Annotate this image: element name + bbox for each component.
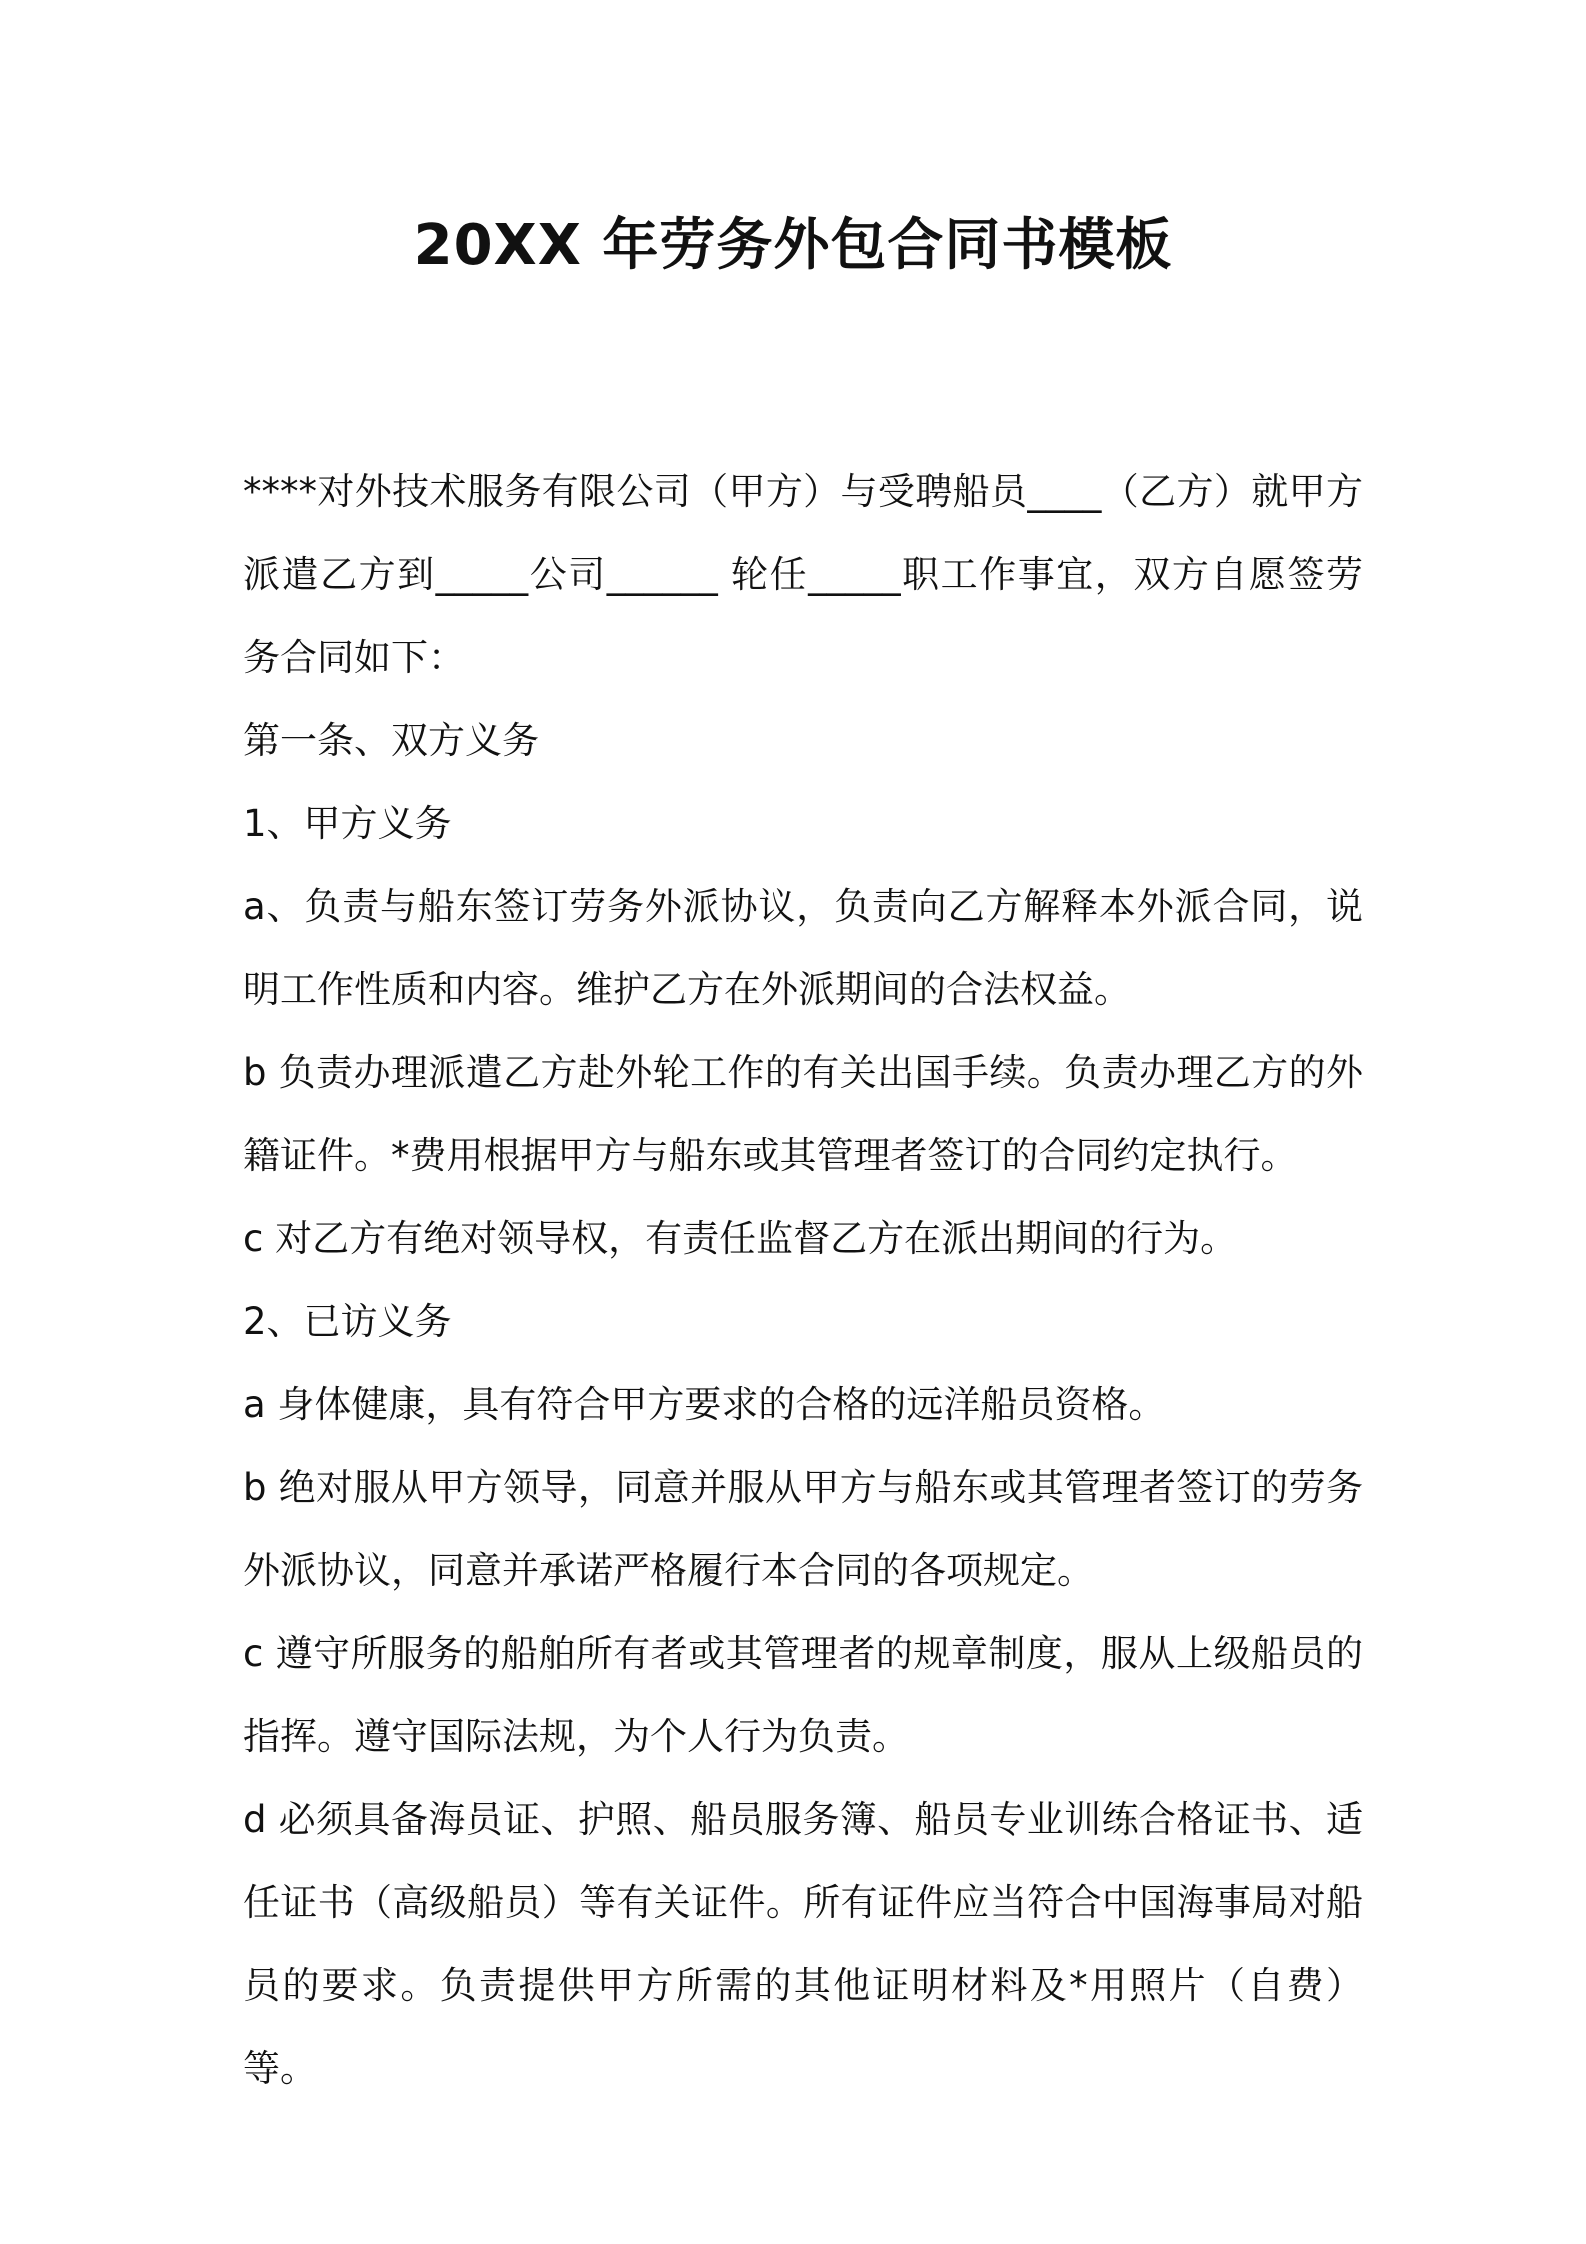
clause-paragraph: a、负责与船东签订劳务外派协议，负责向乙方解释本外派合同，说明工作性质和内容。维护乙方在外派期间的合法权益。 <box>243 885 1363 1011</box>
clause-paragraph: c 遵守所服务的船舶所有者或其管理者的规章制度，服从上级船员的指挥。遵守国际法规，为个人行为负责。 <box>243 1632 1363 1758</box>
document-body <box>243 450 1363 2110</box>
clause-paragraph: a 身体健康，具有符合甲方要求的合格的远洋船员资格。 <box>243 1383 1166 1426</box>
document-title: 20XX 年劳务外包合同书模板 <box>413 213 1173 278</box>
section-heading-party-a: 1、甲方义务 <box>243 802 452 845</box>
clause-paragraph: d 必须具备海员证、护照、船员服务簿、船员专业训练合格证书、适任证书（高级船员）等有关证件。所有证件应当符合中国海事局对船员的要求。负责提供甲方所需的其他证明材料及*用照片（自费）等。 <box>243 1798 1363 2090</box>
section-heading-party-b: 2、已访义务 <box>243 1300 452 1343</box>
intro-paragraph: ****对外技术服务有限公司（甲方）与受聘船员____（乙方）就甲方派遣乙方到_____公司______ 轮任_____职工作事宜，双方自愿签劳务合同如下： <box>243 470 1363 679</box>
clause-paragraph: c 对乙方有绝对领导权，有责任监督乙方在派出期间的行为。 <box>243 1217 1238 1260</box>
article-heading: 第一条、双方义务 <box>243 719 539 762</box>
clause-paragraph: b 绝对服从甲方领导，同意并服从甲方与船东或其管理者签订的劳务外派协议，同意并承诺严格履行本合同的各项规定。 <box>243 1466 1363 1592</box>
clause-paragraph: b 负责办理派遣乙方赴外轮工作的有关出国手续。负责办理乙方的外籍证件。*费用根据甲方与船东或其管理者签订的合同约定执行。 <box>243 1051 1363 1177</box>
